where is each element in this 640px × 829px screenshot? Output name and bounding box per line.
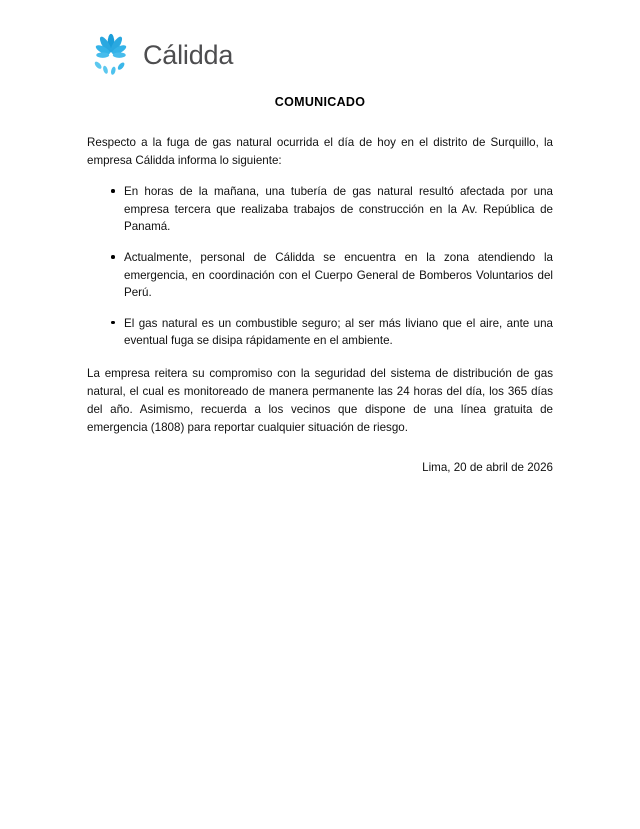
list-item-text: Actualmente, personal de Cálidda se encuentra en la zona atendiendo la emergencia, en coordinación con el Cuerpo General de Bomberos Voluntarios del Perú. — [124, 251, 553, 300]
list-item-text: En horas de la mañana, una tubería de gas natural resultó afectada por una empresa tercera que realizaba trabajos de construcción en la Av. República de Panamá. — [124, 185, 553, 234]
bullet-dot-icon — [111, 189, 115, 193]
bullet-dot-icon — [111, 321, 115, 325]
calidda-flower-logo-icon — [88, 33, 134, 79]
page-title: COMUNICADO — [274, 95, 366, 109]
list-item — [87, 315, 553, 350]
intro-paragraph: Respecto a la fuga de gas natural ocurrida el día de hoy en el distrito de Surquillo, la empresa Cálidda informa lo siguiente: — [87, 136, 553, 167]
dateline: Lima, 20 de abril de 2026 — [422, 461, 553, 475]
list-item — [87, 249, 553, 302]
bullet-dot-icon — [111, 255, 115, 259]
list-item — [87, 183, 553, 236]
closing-paragraph: La empresa reitera su compromiso con la seguridad del sistema de distribución de gas natural, el cual es monitoreado de manera permanente las 24 horas del día, los 365 días del año. Asimismo, recuerda a los vecinos que dispone de una línea gratuita de emergencia (1808) para reportar cualquier situación de riesgo. — [87, 367, 553, 435]
document-body — [87, 134, 553, 477]
list-item-text: El gas natural es un combustible seguro; al ser más liviano que el aire, ante una eventual fuga se disipa rápidamente en el ambiente. — [124, 316, 553, 348]
brand-logo — [88, 33, 233, 79]
bullet-list — [87, 183, 553, 350]
brand-wordmark: Cálidda — [143, 39, 234, 70]
